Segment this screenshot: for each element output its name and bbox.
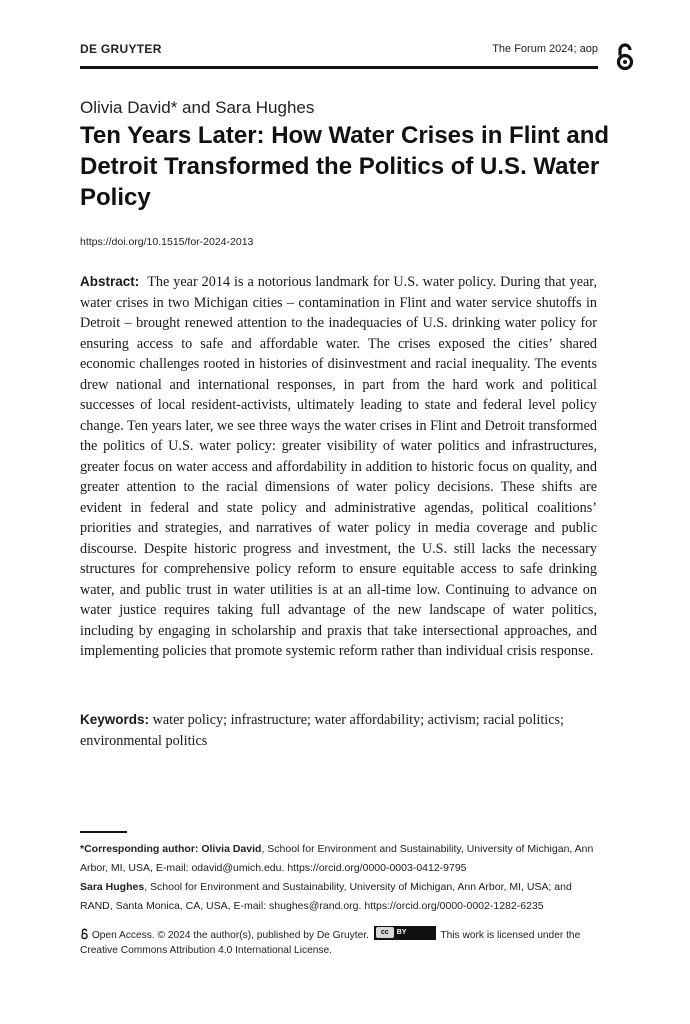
open-access-small-icon [80,928,89,940]
footnote-rule [80,831,127,833]
publisher-name: DE GRUYTER [80,42,162,56]
page-header [80,40,598,60]
doi-link[interactable]: https://doi.org/10.1515/for-2024-2013 [80,236,254,248]
corresponding-author-affiliation: , School for Environment and Sustainability, University of Michigan, Ann Arbor, MI, USA, E-mail: odavid@umich.edu. https://orcid.org/0000-0003-0412-9795 [80,843,594,874]
article-title: Ten Years Later: How Water Crises in Flint and Detroit Transformed the Politics of U.S. Water Policy [80,122,610,211]
second-author-affiliation: , School for Environment and Sustainability, University of Michigan, Ann Arbor, MI, USA; and RAND, Santa Monica, CA, USA, E-mail: shughes@rand.org. https://orcid.org/0000-0002-1282-6235 [80,881,572,912]
abstract-label: Abstract: [80,274,140,289]
abstract [80,272,597,662]
cc-by-badge-icon[interactable] [374,926,436,940]
abstract-text: The year 2014 is a notorious landmark for U.S. water policy. During that year, water crises in two Michigan cities – contamination in Flint and water service shutoffs in Detroit – brought renewed attention to the inadequacies of U.S. drinking water policy for ensuring access to safe and affordable water. The crises exposed the cities’ shared economic challenges rooted in histories of disinvestment and racial inequality. The events drew national and international responses, in part from the hard work and political successes of local resident-activists, ultimately leading to state and federal level policy change. Ten years later, we see three ways the water crises in Flint and Detroit transformed the politics of U.S. water policy: greater visibility of water politics and infrastructures, greater focus on water access and affordability in addition to historic focus on quality, and greater attention to the racial dimensions of water policy decisions. These shifts are evident in federal and state policy and administrative agendas, political coalitions’ priorities and strategies, and narratives of water policy in media coverage and public discourse. Despite historic progress and investment, the U.S. still lacks the necessary structures for comprehensive policy reform to ensure equitable access to safe drinking water, and public trust in water utilities is at an all-time low. Continuing to advance on water justice requires taking full advantage of the new landscape of water politics, including by engaging in scholarship and praxis that take intersectional approaches, and implementing policies that promote systemic reform rather than individual crisis response. [80,274,597,659]
by-badge-label: BY [396,929,407,936]
author-list: Olivia David* and Sara Hughes [80,98,315,117]
keywords-text: water policy; infrastructure; water affordability; activism; racial politics; environmental politics [80,712,565,749]
keywords-label: Keywords: [80,712,150,727]
license-text-after: This work is licensed under the Creative Commons Attribution 4.0 International License. [80,930,581,956]
open-access-icon [614,42,636,72]
header-rule [80,66,598,69]
license-notice [80,926,600,958]
keywords [80,710,597,751]
cc-badge-label: cc [376,927,394,938]
journal-citation: The Forum 2024; aop [492,43,598,55]
author-footnote [80,840,600,916]
corresponding-author-label: *Corresponding author: Olivia David [80,843,262,855]
second-author-name: Sara Hughes [80,881,145,893]
license-text-before: Open Access. © 2024 the author(s), published by De Gruyter. [91,930,369,941]
